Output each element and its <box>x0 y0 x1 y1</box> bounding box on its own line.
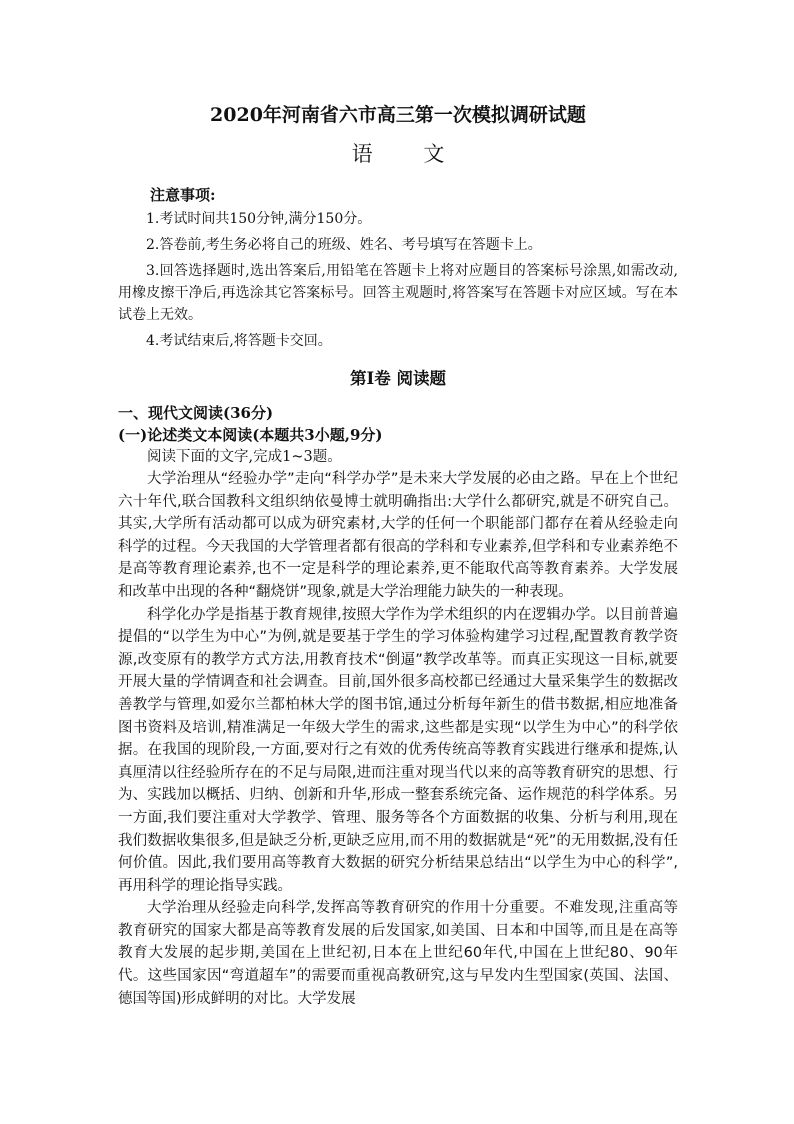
passage-paragraph: 科学化办学是指基于教育规律,按照大学作为学术组织的内在逻辑办学。以目前普遍提倡的“以学生为中心”为例,就是要基于学生的学习体验构建学习过程,配置教育教学资源,改变原有的教学方式方法,用教育技术“倒逼”教学改革等。而真正实现这一目标,就要开展大量的学情调查和社会调查。目前,国外很多高校都已经通过大量采集学生的数据改善教学与管理,如爱尔兰都柏林大学的图书馆,通过分析每年新生的借书数据,相应地准备图书资料及培训,精准满足一年级大学生的需求,这些都是实现“以学生为中心”的科学依据。在我国的现阶段,一方面,要对行之有效的优秀传统高等教育实践进行继承和提炼,认真厘清以往经验所存在的不足与局限,进而注重对现当代以来的高等教育研究的思想、行为、实践加以概括、归纳、创新和升华,形成一整套系统完备、运作规范的科学体系。另一方面,我们要注重对大学教学、管理、服务等各个方面数据的收集、分析与利用,现在我们数据收集很多,但是缺乏分析,更缺乏应用,而不用的数据就是“死”的无用数据,没有任何价值。因此,我们要用高等教育大数据的研究分析结果总结出“以学生为中心的科学”,再用科学的理论指导实践。 <box>118 606 678 894</box>
sub-heading: (一)论述类文本阅读(本题共3小题,9分) <box>118 426 383 444</box>
section-title: 第Ⅰ卷 阅读题 <box>350 369 446 388</box>
passage-paragraph: 大学治理从经验走向科学,发挥高等教育研究的作用十分重要。不难发现,注重高等教育研究的国家大都是高等教育发展的后发国家,如美国、日本和中国等,而且是在高等教育大发展的起步期,美国在上世纪初,日本在上世纪60年代,中国在上世纪80、90年代。这些国家因“弯道超车”的需要而重视高教研究,这与早发内生型国家(英国、法国、德国等国)形成鲜明的对比。大学发展 <box>118 900 678 1007</box>
part-heading: 一、现代文阅读(36分) <box>118 404 274 422</box>
notice-item: 3.回答选择题时,选出答案后,用铅笔在答题卡上将对应题目的答案标号涂黑,如需改动,用橡皮擦干净后,再选涂其它答案标号。回答主观题时,将答案写在答题卡对应区域。写在本试卷上无效。 <box>118 263 678 323</box>
passage-paragraph: 大学治理从“经验办学”走向“科学办学”是未来大学发展的必由之路。早在上个世纪六十年代,联合国教科文组织纳依曼博士就明确指出:大学什么都研究,就是不研究自己。其实,大学所有活动都可以成为研究素材,大学的任何一个职能部门都存在着从经验走向科学的过程。今天我国的大学管理者都有很高的学科和专业素养,但学科和专业素养绝不是高等教育理论素养,也不一定是科学的理论素养,更不能取代高等教育素养。大学发展和改革中出现的各种“翻烧饼”现象,就是大学治理能力缺失的一种表现。 <box>118 471 678 600</box>
exam-page <box>118 100 678 1010</box>
notice-item: 1.考试时间共150分钟,满分150分。 <box>146 211 372 227</box>
reading-instruction: 阅读下面的文字,完成1~3题。 <box>147 449 342 465</box>
notice-heading: 注意事项: <box>150 186 216 204</box>
reading-passage <box>118 468 678 1010</box>
notice-block <box>118 184 678 352</box>
notice-item: 2.答卷前,考生务必将自己的班级、姓名、考号填写在答题卡上。 <box>146 237 542 253</box>
exam-title: 2020年河南省六市高三第一次模拟调研试题 <box>210 104 586 126</box>
notice-item: 4.考试结束后,将答题卡交回。 <box>146 333 332 349</box>
subject-title: 语 文 <box>351 142 467 166</box>
